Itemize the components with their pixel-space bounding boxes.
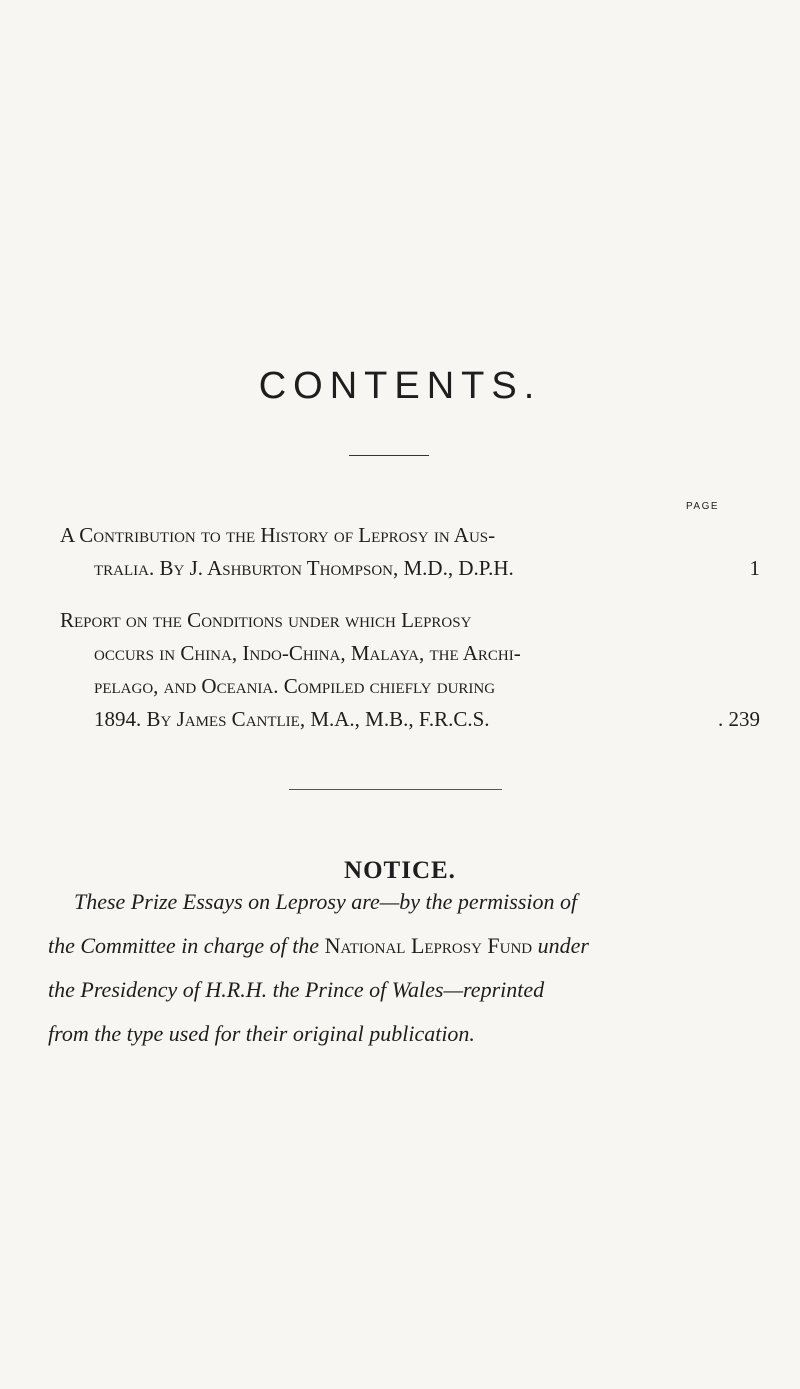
notice-line-4: from the type used for their original publication. xyxy=(48,1021,475,1046)
entry-2-line-4-text: 1894. By James Cantlie, M.A., M.B., F.R.C.S. xyxy=(94,707,490,731)
contents-entry-1 xyxy=(60,519,760,585)
section-rule xyxy=(289,789,502,790)
notice-fund-name: National Leprosy Fund xyxy=(324,933,533,958)
entry-2-line-1: Report on the Conditions under which Leprosy xyxy=(60,608,472,632)
contents-entry-2 xyxy=(60,604,760,736)
notice-line-2-a: the Committee in charge of the xyxy=(48,933,325,958)
entry-1-page-number: 1 xyxy=(749,556,760,580)
page-column-label: PAGE xyxy=(686,501,720,512)
entry-2-line-2: occurs in China, Indo-China, Malaya, the Archi- xyxy=(94,641,521,665)
entry-1-line-2-text: tralia. By J. Ashburton Thompson, M.D., D.P.H. xyxy=(94,556,514,580)
notice-line-3: the Presidency of H.R.H. the Prince of Wales—reprinted xyxy=(48,977,545,1002)
notice-text xyxy=(48,880,768,1056)
entry-2-line-3: pelago, and Oceania. Compiled chiefly during xyxy=(94,674,496,698)
notice-heading: NOTICE. xyxy=(344,856,456,884)
entry-1-line-1: A Contribution to the History of Leprosy in Aus- xyxy=(60,523,496,547)
entry-2-line-4 xyxy=(60,703,760,736)
title-rule xyxy=(349,455,429,456)
entry-1-line-2 xyxy=(60,552,760,585)
notice-line-2-c: under xyxy=(532,933,589,958)
page-title: CONTENTS. xyxy=(258,365,542,408)
notice-line-2 xyxy=(48,924,768,968)
entry-2-page-number: . 239 xyxy=(718,707,760,731)
notice-line-1: These Prize Essays on Leprosy are—by the permission of xyxy=(74,889,578,914)
